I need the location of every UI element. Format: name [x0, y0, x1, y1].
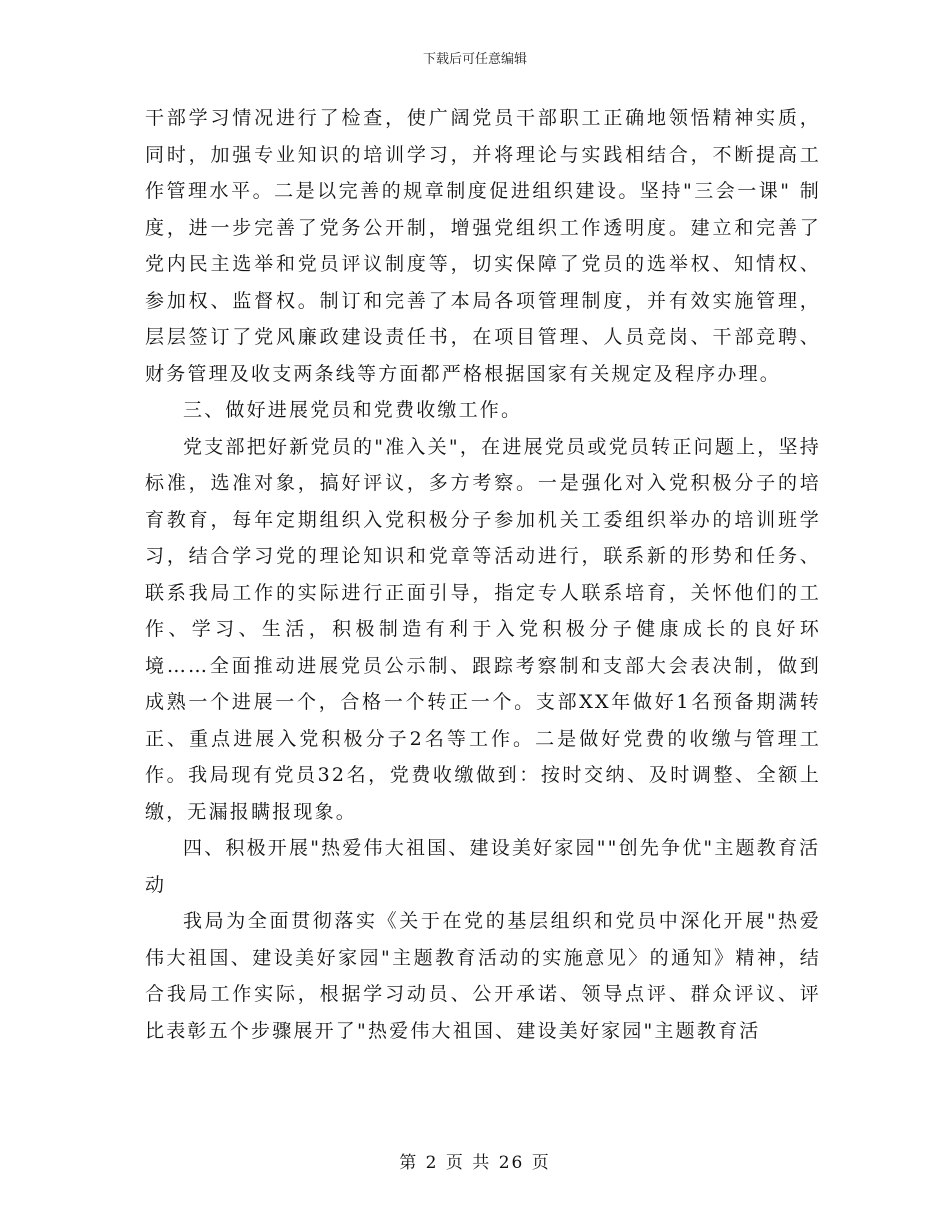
page-header: 下载后可任意编辑: [422, 52, 527, 67]
paragraph-education-activity: 我局为全面贯彻落实《关于在党的基层组织和党员中深化开展"热爱伟大祖国、建设美好家园"主题教育活动的实施意见〉的通知》精神，结合我局工作实际，根据学习动员、公开承诺、领导点评、群众评议、评比表彰五个步骤展开了"热爱伟大祖国、建设美好家园"主题教育活: [145, 910, 821, 1042]
section-heading-4: 四、积极开展"热爱伟大祖国、建设美好家园""创先争优"主题教育活动: [145, 837, 821, 896]
page-footer: 第 2 页 共 26 页: [399, 1153, 551, 1173]
section-heading-3: 三、做好进展党员和党费收缴工作。: [183, 399, 523, 421]
document-body: [145, 100, 821, 1049]
paragraph-continued: 干部学习情况进行了检查，使广阔党员干部职工正确地领悟精神实质，同时，加强专业知识的培训学习，并将理论与实践相结合，不断提高工作管理水平。二是以完善的规章制度促进组织建设。坚持"三会一课" 制度，进一步完善了党务公开制，增强党组织工作透明度。建立和完善了党内民主选举和党员评议制度等，切实保障了党员的选举权、知情权、参加权、监督权。制订和完善了本局各项管理制度，并有效实施管理，层层签订了党风廉政建设责任书，在项目管理、人员竞岗、干部竞聘、财务管理及收支两条线等方面都严格根据国家有关规定及程序办理。: [145, 107, 821, 385]
paragraph-party-members: 党支部把好新党员的"准入关"，在进展党员或党员转正问题上，坚持标准，选准对象，搞好评议，多方考察。一是强化对入党积极分子的培育教育，每年定期组织入党积极分子参加机关工委组织举办的培训班学习，结合学习党的理论知识和党章等活动进行，联系新的形势和任务、联系我局工作的实际进行正面引导，指定专人联系培育，关怀他们的工作、学习、生活，积极制造有利于入党积极分子健康成长的良好环境……全面推动进展党员公示制、跟踪考察制和支部大会表决制，做到成熟一个进展一个，合格一个转正一个。支部XX年做好1名预备期满转正、重点进展入党积极分子2名等工作。二是做好党费的收缴与管理工作。我局现有党员32名，党费收缴做到：按时交纳、及时调整、全额上缴，无漏报瞒报现象。: [145, 435, 821, 823]
